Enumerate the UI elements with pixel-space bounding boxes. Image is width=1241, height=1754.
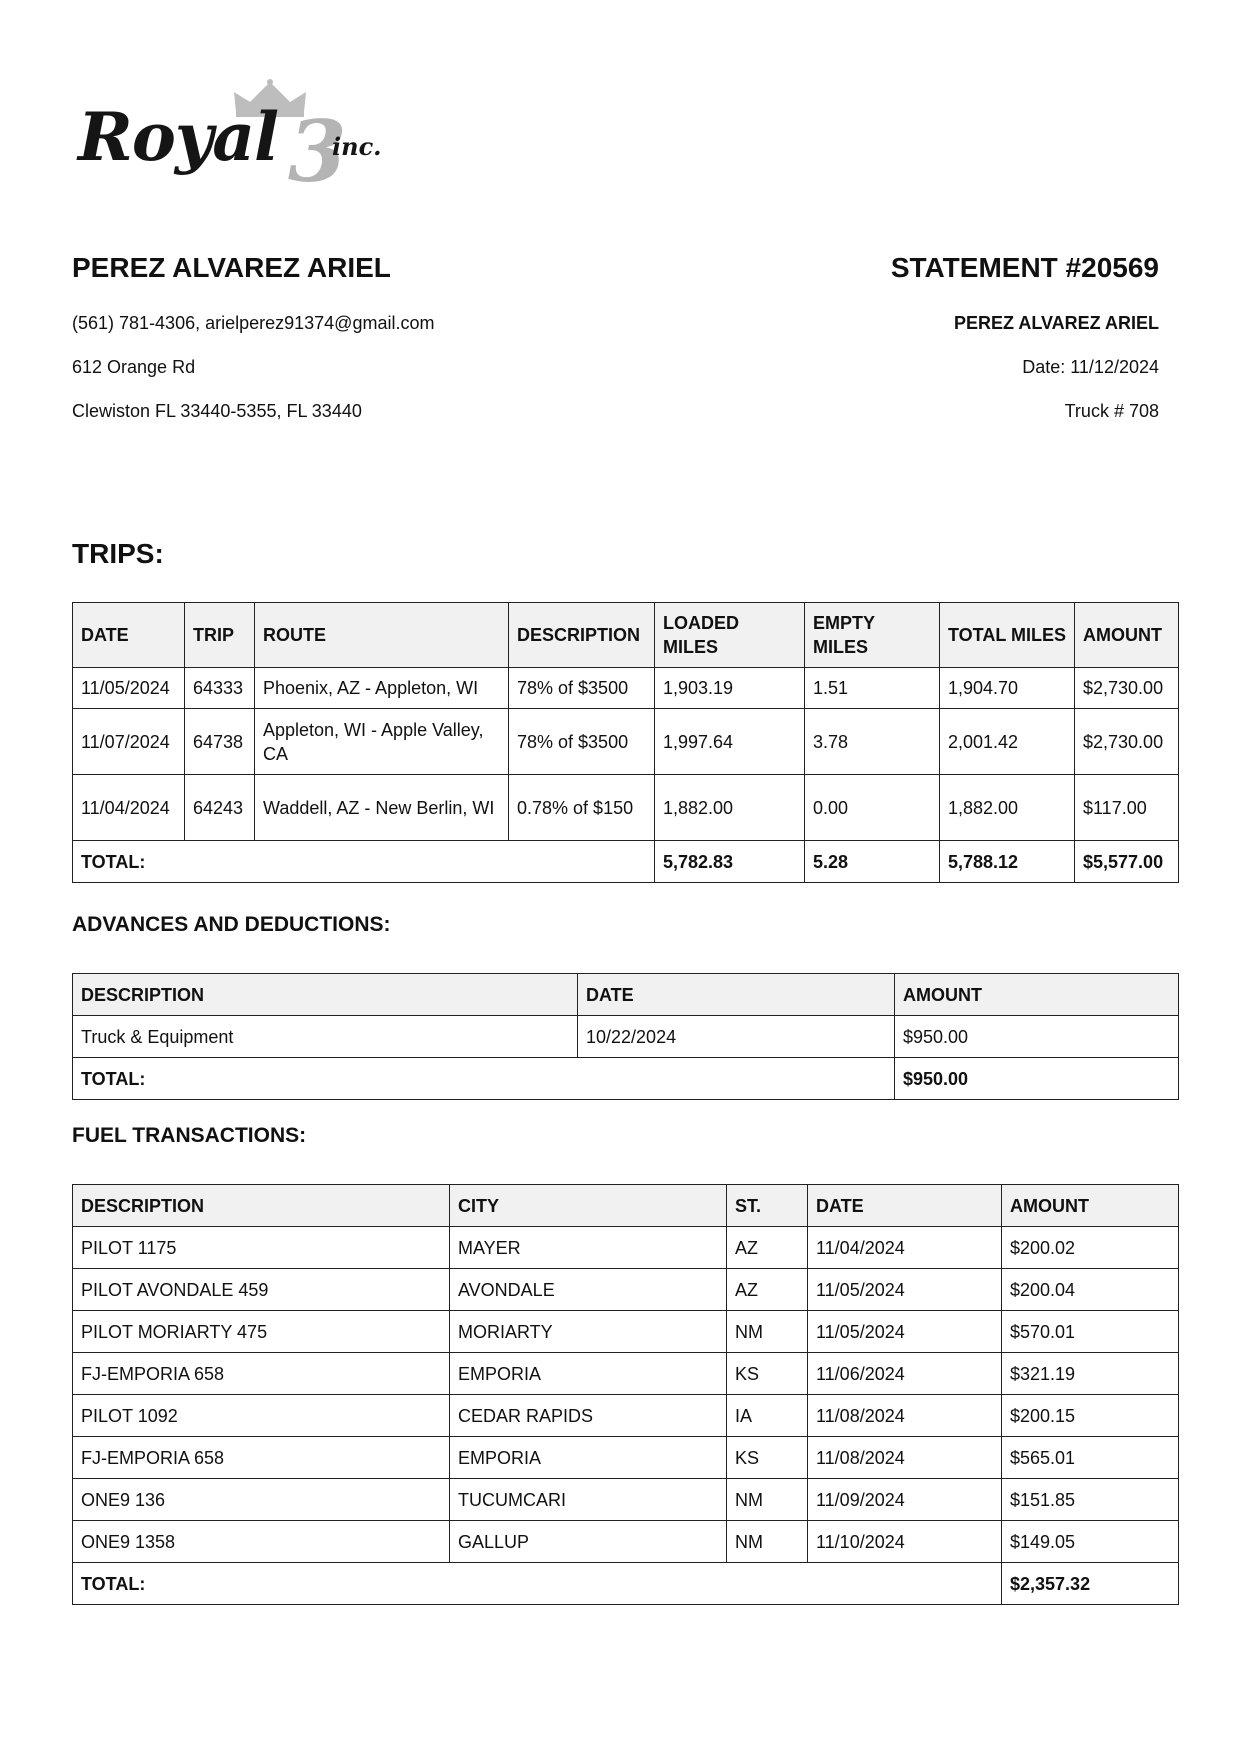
table-cell: $570.01 <box>1002 1311 1179 1353</box>
table-cell: Truck & Equipment <box>73 1016 578 1058</box>
column-header: DESCRIPTION <box>509 603 655 668</box>
table-cell: 1,903.19 <box>655 668 805 709</box>
table-cell: 64333 <box>185 668 255 709</box>
column-header: ST. <box>727 1185 808 1227</box>
table-cell: 11/10/2024 <box>808 1521 1002 1563</box>
table-cell: GALLUP <box>450 1521 727 1563</box>
table-cell: $2,730.00 <box>1075 668 1179 709</box>
column-header: TOTAL MILES <box>940 603 1075 668</box>
table-cell: 11/04/2024 <box>73 775 185 841</box>
trips-table <box>72 602 1179 883</box>
column-header: AMOUNT <box>1002 1185 1179 1227</box>
table-cell: $200.04 <box>1002 1269 1179 1311</box>
table-cell: CEDAR RAPIDS <box>450 1395 727 1437</box>
table-cell: 11/05/2024 <box>808 1269 1002 1311</box>
table-cell: NM <box>727 1479 808 1521</box>
table-cell: KS <box>727 1353 808 1395</box>
table-cell: $149.05 <box>1002 1521 1179 1563</box>
table-row <box>73 1016 1179 1058</box>
table-cell: Waddell, AZ - New Berlin, WI <box>255 775 509 841</box>
company-logo <box>78 78 388 201</box>
table-cell: $950.00 <box>895 1016 1179 1058</box>
table-cell: 78% of $3500 <box>509 709 655 775</box>
table-cell: 0.00 <box>805 775 940 841</box>
table-cell: 11/05/2024 <box>808 1311 1002 1353</box>
table-header-row <box>73 603 1179 668</box>
table-cell: 1,882.00 <box>655 775 805 841</box>
logo-number: 3 <box>288 102 347 201</box>
column-header: ROUTE <box>255 603 509 668</box>
table-cell: 10/22/2024 <box>578 1016 895 1058</box>
table-total-row <box>73 1058 1179 1100</box>
table-cell: AZ <box>727 1269 808 1311</box>
column-header: DATE <box>808 1185 1002 1227</box>
table-row <box>73 1311 1179 1353</box>
total-miles: 5,788.12 <box>940 841 1075 883</box>
column-header: EMPTY MILES <box>805 603 940 668</box>
total-label: TOTAL: <box>73 1058 895 1100</box>
column-header: LOADED MILES <box>655 603 805 668</box>
table-cell: 1,997.64 <box>655 709 805 775</box>
column-header: DATE <box>578 974 895 1016</box>
column-header: AMOUNT <box>1075 603 1179 668</box>
table-cell: 0.78% of $150 <box>509 775 655 841</box>
table-cell: EMPORIA <box>450 1353 727 1395</box>
advances-heading: ADVANCES AND DEDUCTIONS: <box>72 913 391 936</box>
table-row <box>73 1479 1179 1521</box>
statement-truck: Truck # 708 <box>1064 401 1159 421</box>
fuel-table <box>72 1184 1179 1605</box>
table-row <box>73 668 1179 709</box>
table-cell: $2,730.00 <box>1075 709 1179 775</box>
table-cell: 11/08/2024 <box>808 1437 1002 1479</box>
total-amount: $950.00 <box>895 1058 1179 1100</box>
table-cell: MORIARTY <box>450 1311 727 1353</box>
table-cell: Phoenix, AZ - Appleton, WI <box>255 668 509 709</box>
total-label: TOTAL: <box>73 841 655 883</box>
total-empty-miles: 5.28 <box>805 841 940 883</box>
table-cell: NM <box>727 1521 808 1563</box>
table-cell: ONE9 1358 <box>73 1521 450 1563</box>
table-cell: PILOT 1175 <box>73 1227 450 1269</box>
table-cell: PILOT MORIARTY 475 <box>73 1311 450 1353</box>
table-cell: 11/07/2024 <box>73 709 185 775</box>
logo-word: Royal <box>78 98 279 176</box>
table-cell: KS <box>727 1437 808 1479</box>
column-header: TRIP <box>185 603 255 668</box>
fuel-heading: FUEL TRANSACTIONS: <box>72 1124 307 1147</box>
table-cell: $200.15 <box>1002 1395 1179 1437</box>
table-cell: NM <box>727 1311 808 1353</box>
table-cell: $565.01 <box>1002 1437 1179 1479</box>
table-cell: TUCUMCARI <box>450 1479 727 1521</box>
total-label: TOTAL: <box>73 1563 1002 1605</box>
table-row <box>73 1269 1179 1311</box>
table-header-row <box>73 974 1179 1016</box>
column-header: DESCRIPTION <box>73 974 578 1016</box>
table-cell: 1,904.70 <box>940 668 1075 709</box>
table-cell: 11/09/2024 <box>808 1479 1002 1521</box>
table-cell: 3.78 <box>805 709 940 775</box>
table-row <box>73 775 1179 841</box>
table-cell: MAYER <box>450 1227 727 1269</box>
table-cell: 64738 <box>185 709 255 775</box>
column-header: AMOUNT <box>895 974 1179 1016</box>
trips-heading: TRIPS: <box>72 538 164 569</box>
table-cell: 78% of $3500 <box>509 668 655 709</box>
total-amount: $5,577.00 <box>1075 841 1179 883</box>
table-cell: Appleton, WI - Apple Valley, CA <box>255 709 509 775</box>
column-header: DESCRIPTION <box>73 1185 450 1227</box>
table-cell: 1,882.00 <box>940 775 1075 841</box>
table-cell: $151.85 <box>1002 1479 1179 1521</box>
table-cell: ONE9 136 <box>73 1479 450 1521</box>
driver-contact: (561) 781-4306, arielperez91374@gmail.com <box>72 313 435 333</box>
table-cell: 11/05/2024 <box>73 668 185 709</box>
column-header: DATE <box>73 603 185 668</box>
table-cell: FJ-EMPORIA 658 <box>73 1437 450 1479</box>
table-cell: AVONDALE <box>450 1269 727 1311</box>
total-amount: $2,357.32 <box>1002 1563 1179 1605</box>
table-cell: AZ <box>727 1227 808 1269</box>
table-total-row <box>73 841 1179 883</box>
table-total-row <box>73 1563 1179 1605</box>
table-cell: PILOT 1092 <box>73 1395 450 1437</box>
statement-title: STATEMENT #20569 <box>890 252 1159 283</box>
column-header: CITY <box>450 1185 727 1227</box>
driver-address-line1: 612 Orange Rd <box>72 357 196 377</box>
table-row <box>73 1437 1179 1479</box>
table-cell: PILOT AVONDALE 459 <box>73 1269 450 1311</box>
table-cell: EMPORIA <box>450 1437 727 1479</box>
statement-name: PEREZ ALVAREZ ARIEL <box>953 313 1159 333</box>
driver-name: PEREZ ALVAREZ ARIEL <box>72 252 391 283</box>
table-cell: 64243 <box>185 775 255 841</box>
table-cell: 11/04/2024 <box>808 1227 1002 1269</box>
statement-date: Date: 11/12/2024 <box>1022 357 1159 377</box>
table-row <box>73 709 1179 775</box>
table-cell: FJ-EMPORIA 658 <box>73 1353 450 1395</box>
table-header-row <box>73 1185 1179 1227</box>
table-cell: IA <box>727 1395 808 1437</box>
table-cell: 11/08/2024 <box>808 1395 1002 1437</box>
table-row <box>73 1521 1179 1563</box>
table-row <box>73 1227 1179 1269</box>
table-cell: 1.51 <box>805 668 940 709</box>
advances-table <box>72 973 1179 1100</box>
logo-suffix: inc. <box>332 132 382 161</box>
table-cell: $200.02 <box>1002 1227 1179 1269</box>
table-cell: 2,001.42 <box>940 709 1075 775</box>
driver-address-line2: Clewiston FL 33440-5355, FL 33440 <box>72 401 362 421</box>
table-cell: 11/06/2024 <box>808 1353 1002 1395</box>
table-row <box>73 1353 1179 1395</box>
table-cell: $117.00 <box>1075 775 1179 841</box>
total-loaded-miles: 5,782.83 <box>655 841 805 883</box>
table-row <box>73 1395 1179 1437</box>
table-cell: $321.19 <box>1002 1353 1179 1395</box>
